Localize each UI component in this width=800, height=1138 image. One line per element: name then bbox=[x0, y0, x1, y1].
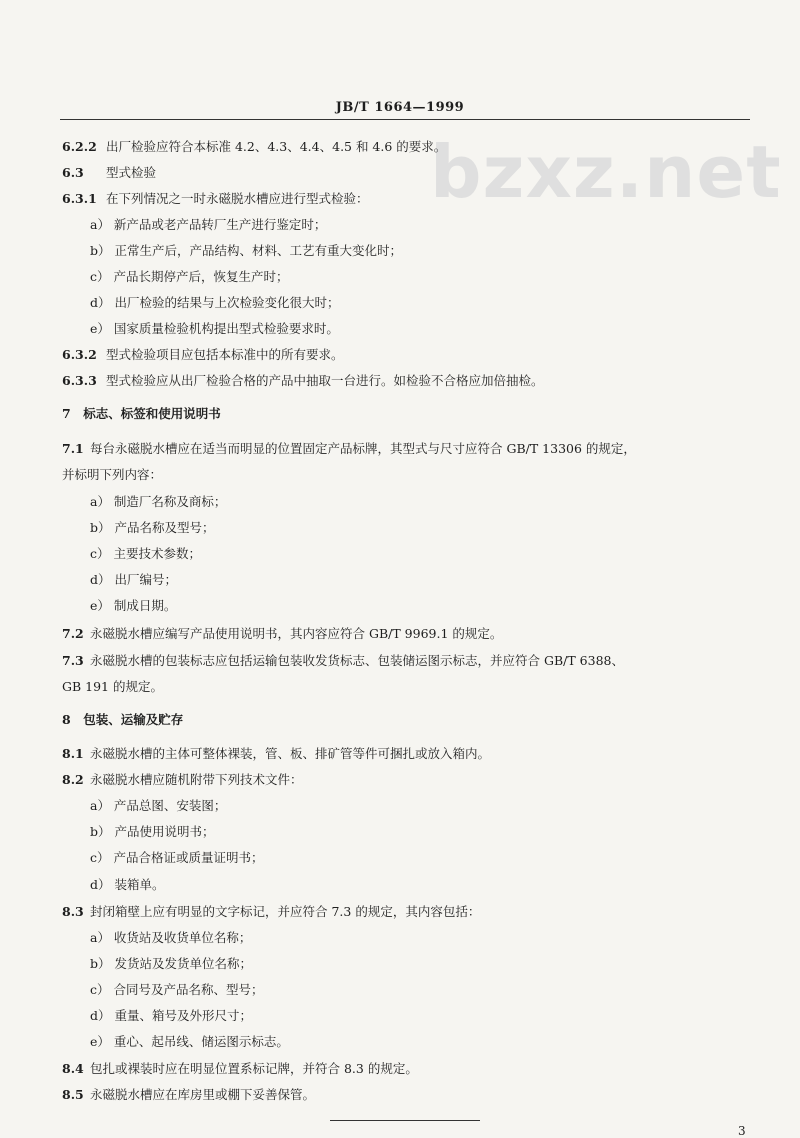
clause-number: 6.3 bbox=[62, 165, 84, 180]
clause-7-1 bbox=[62, 441, 636, 457]
list-item: d） 装箱单。 bbox=[90, 877, 165, 892]
clause-number: 7.3 bbox=[62, 653, 84, 668]
header-rule bbox=[60, 119, 750, 120]
clause-continuation: 并标明下列内容： bbox=[62, 467, 163, 482]
clause-number: 8.5 bbox=[62, 1087, 84, 1102]
clause-text: 永磁脱水槽的主体可整体裸装，管、板、排矿管等件可捆扎或放入箱内。 bbox=[90, 746, 491, 761]
list-item: e） 国家质量检验机构提出型式检验要求时。 bbox=[90, 321, 339, 336]
clause-8-5 bbox=[62, 1087, 315, 1103]
section-heading-7: 7 标志、标签和使用说明书 bbox=[62, 406, 221, 421]
list-item: b） 发货站及发货单位名称； bbox=[90, 956, 252, 971]
clause-6-3-2 bbox=[62, 347, 344, 363]
clause-number: 8.2 bbox=[62, 772, 84, 787]
clause-number: 8.4 bbox=[62, 1061, 84, 1076]
clause-number: 6.3.3 bbox=[62, 373, 97, 388]
clause-8-4 bbox=[62, 1061, 418, 1077]
clause-continuation: GB 191 的规定。 bbox=[62, 679, 163, 694]
list-item: a） 产品总图、安装图； bbox=[90, 798, 227, 813]
list-item: a） 制造厂名称及商标； bbox=[90, 494, 227, 509]
clause-number: 6.3.2 bbox=[62, 347, 97, 362]
clause-text: 封闭箱壁上应有明显的文字标记，并应符合 7.3 的规定，其内容包括： bbox=[90, 904, 481, 919]
list-item: a） 收货站及收货单位名称； bbox=[90, 930, 252, 945]
list-item: e） 重心、起吊线、储运图示标志。 bbox=[90, 1034, 289, 1049]
list-item: a） 新产品或老产品转厂生产进行鉴定时； bbox=[90, 217, 327, 232]
clause-number: 7.2 bbox=[62, 626, 84, 641]
section-heading-8: 8 包装、运输及贮存 bbox=[62, 712, 184, 727]
clause-number: 8.3 bbox=[62, 904, 84, 919]
clause-text: 永磁脱水槽应随机附带下列技术文件： bbox=[90, 772, 303, 787]
clause-6-3-3 bbox=[62, 373, 544, 389]
clause-text: 型式检验 bbox=[106, 165, 157, 180]
list-item: b） 产品名称及型号； bbox=[90, 520, 215, 535]
clause-text: 包扎或裸装时应在明显位置系标记牌，并符合 8.3 的规定。 bbox=[90, 1061, 418, 1076]
clause-text: 永磁脱水槽应在库房里或棚下妥善保管。 bbox=[90, 1087, 316, 1102]
list-item: b） 正常生产后，产品结构、材料、工艺有重大变化时； bbox=[90, 243, 402, 258]
clause-7-2 bbox=[62, 626, 502, 642]
clause-6-3 bbox=[62, 165, 156, 181]
watermark: bzxz.net bbox=[430, 130, 782, 214]
clause-number: 8.1 bbox=[62, 746, 84, 761]
list-item: c） 主要技术参数； bbox=[90, 546, 201, 561]
list-item: e） 制成日期。 bbox=[90, 598, 177, 613]
page-number: 3 bbox=[738, 1124, 746, 1138]
clause-text: 在下列情况之一时永磁脱水槽应进行型式检验： bbox=[106, 191, 369, 206]
list-item: b） 产品使用说明书； bbox=[90, 824, 215, 839]
clause-8-3 bbox=[62, 904, 480, 920]
clause-text: 型式检验项目应包括本标准中的所有要求。 bbox=[106, 347, 344, 362]
clause-text: 出厂检验应符合本标准 4.2、4.3、4.4、4.5 和 4.6 的要求。 bbox=[106, 139, 447, 154]
clause-number: 6.3.1 bbox=[62, 191, 97, 206]
clause-7-3 bbox=[62, 653, 624, 669]
clause-text: 型式检验应从出厂检验合格的产品中抽取一台进行。如检验不合格应加倍抽检。 bbox=[106, 373, 544, 388]
clause-number: 7.1 bbox=[62, 441, 84, 456]
clause-number: 6.2.2 bbox=[62, 139, 97, 154]
clause-6-3-1 bbox=[62, 191, 369, 207]
clause-6-2-2 bbox=[62, 139, 446, 155]
clause-8-2 bbox=[62, 772, 303, 788]
page-header: JB/T 1664—1999 bbox=[335, 100, 465, 115]
list-item: c） 产品长期停产后，恢复生产时； bbox=[90, 269, 289, 284]
clause-text: 永磁脱水槽的包装标志应包括运输包装收发货标志、包装储运图示标志，并应符合 GB/T 6388、 bbox=[90, 653, 624, 668]
clause-8-1 bbox=[62, 746, 490, 762]
list-item: c） 合同号及产品名称、型号； bbox=[90, 982, 264, 997]
clause-text: 永磁脱水槽应编写产品使用说明书，其内容应符合 GB/T 9969.1 的规定。 bbox=[90, 626, 503, 641]
clause-text: 每台永磁脱水槽应在适当而明显的位置固定产品标牌，其型式与尺寸应符合 GB/T 13306 的规定， bbox=[90, 441, 636, 456]
list-item: d） 出厂检验的结果与上次检验变化很大时； bbox=[90, 295, 340, 310]
list-item: d） 出厂编号； bbox=[90, 572, 177, 587]
footer-rule bbox=[330, 1120, 480, 1121]
list-item: c） 产品合格证或质量证明书； bbox=[90, 850, 264, 865]
list-item: d） 重量、箱号及外形尺寸； bbox=[90, 1008, 252, 1023]
